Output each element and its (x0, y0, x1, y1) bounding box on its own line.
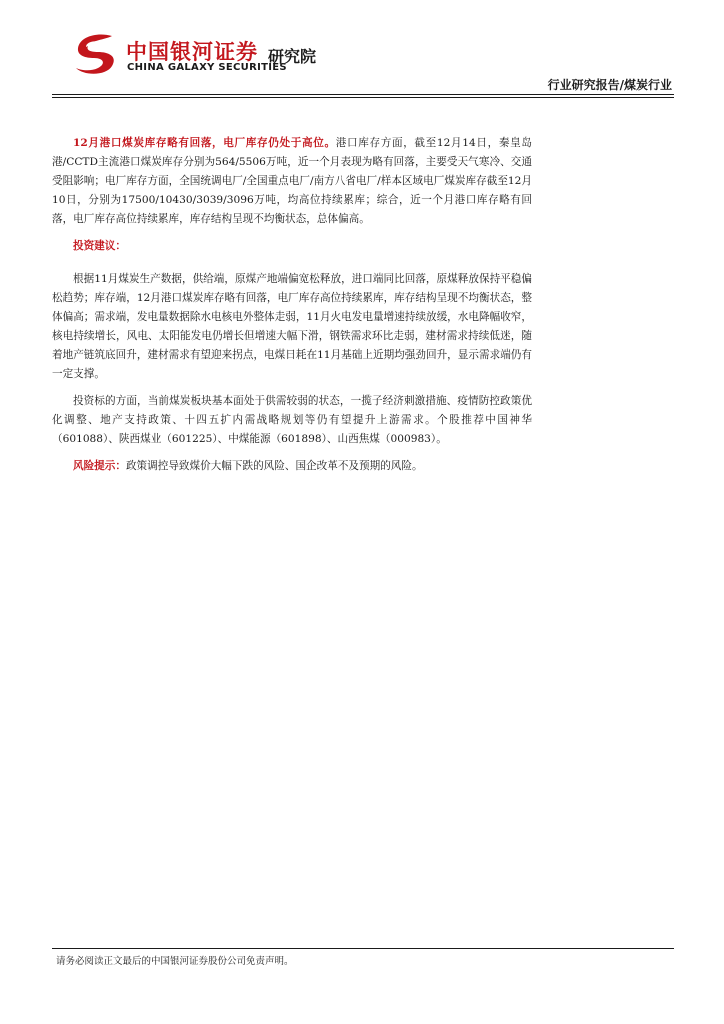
stock-picks-paragraph: 投资标的方面，当前煤炭板块基本面处于供需较弱的状态，一揽子经济刺激措施、疫情防控政策优化调整、地产支持政策、十四五扩内需战略规划等仍有望提升上游需求。个股推荐中国神华（601088）、陕西煤业（601225）、中煤能源（601898）、山西焦煤（000983）。 (52, 395, 532, 445)
header-divider-thin (52, 97, 674, 98)
risk-warning-label: 风险提示： (73, 460, 126, 472)
header-divider-thick (52, 94, 674, 95)
risk-warning-text: 政策调控导致煤价大幅下跌的风险、国企改革不及预期的风险。 (125, 460, 423, 472)
report-body (52, 134, 532, 484)
brand-name-cn: 中国银河证券 (126, 40, 258, 64)
report-type: 行业研究报告/煤炭行业 (547, 78, 672, 92)
paragraph-text: 港口库存方面，截至12月14日，秦皇岛港/CCTD主流港口煤炭库存分别为564/5506万吨，近一个月表现为略有回落，主要受天气寒冷、交通受阻影响；电厂库存方面，全国统调电厂/全国重点电厂/南方八省电厂/样本区域电厂煤炭库存截至12月10日，分别为17500/10430/3039/3096万吨，均高位持续累库；综合，近一个月港口库存略有回落，电厂库存高位持续累库，库存结构呈现不均衡状态，总体偏高。 (52, 137, 532, 225)
risk-warning-paragraph (52, 457, 532, 476)
investment-advice-heading: 投资建议： (73, 240, 126, 252)
supply-demand-paragraph: 根据11月煤炭生产数据，供给端，原煤产地端偏宽松释放，进口端同比回落，原煤释放保持平稳偏松趋势；库存端，12月港口煤炭库存略有回落，电厂库存高位持续累库，库存结构呈现不均衡状态，整体偏高；需求端，发电量数据除水电核电外整体走弱，11月火电发电量增速持续放缓，水电降幅收窄，核电持续增长，风电、太阳能发电仍增长但增速大幅下滑，钢铁需求环比走弱，建材需求持续低迷，随着地产链筑底回升，建材需求有望迎来拐点，电煤日耗在11月基础上近期均强劲回升，显示需求端仍有一定支撑。 (52, 273, 532, 380)
port-inventory-paragraph (52, 134, 532, 229)
paragraph-lead: 12月港口煤炭库存略有回落，电厂库存仍处于高位。 (73, 137, 336, 149)
brand-name-en: CHINA GALAXY SECURITIES (127, 62, 287, 73)
galaxy-s-logo-icon (72, 32, 120, 76)
report-header (0, 0, 724, 100)
department-name: 研究院 (268, 47, 317, 66)
footer-disclaimer: 请务必阅读正文最后的中国银河证券股份公司免责声明。 (56, 956, 294, 967)
footer-divider (52, 948, 674, 949)
